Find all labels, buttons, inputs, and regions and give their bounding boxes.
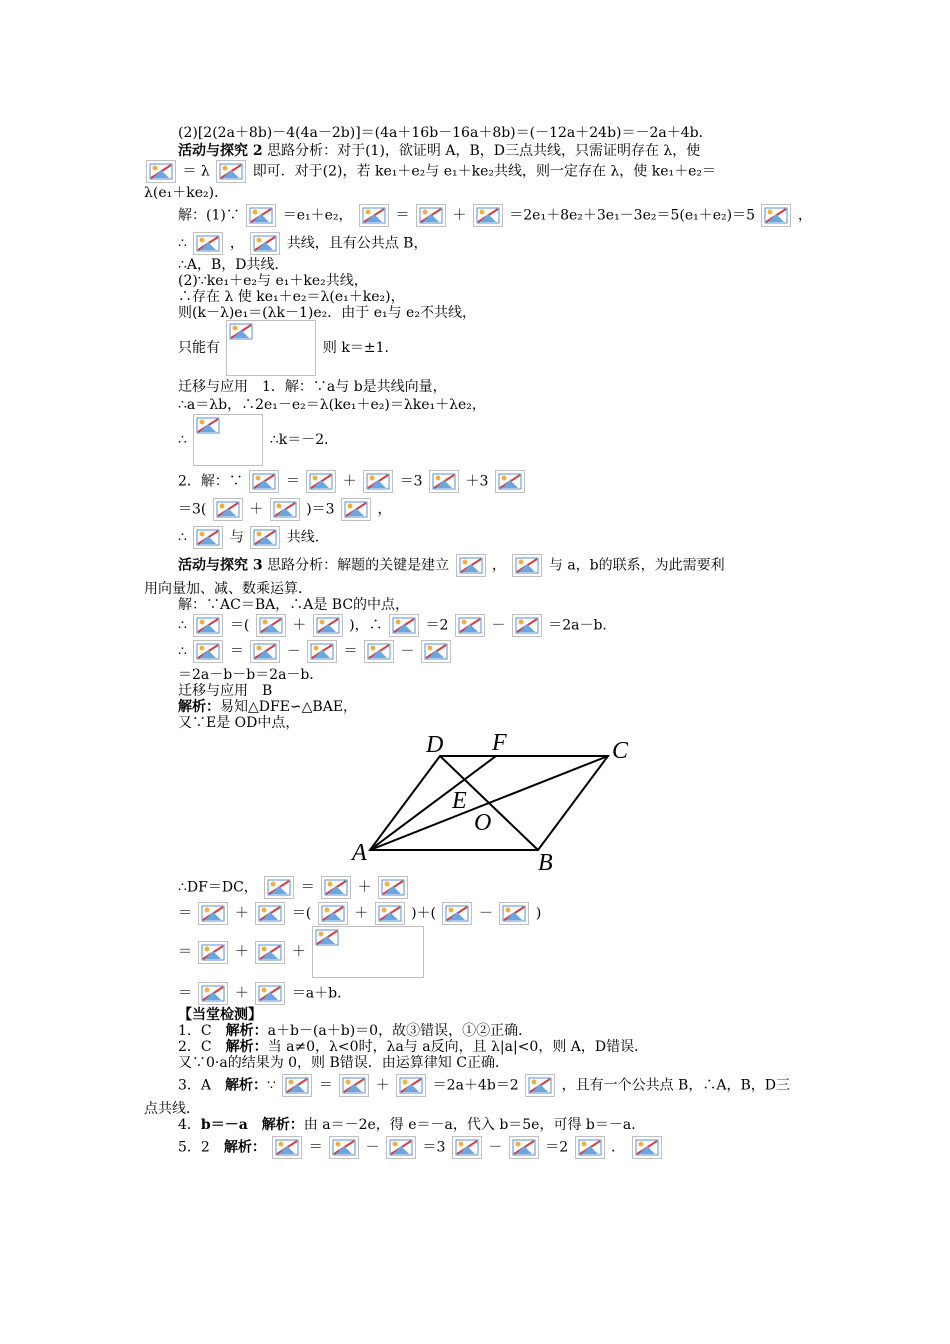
text: ＝ λ	[182, 163, 210, 180]
text: ∴A，B，D共线．	[178, 257, 289, 273]
broken-image-icon	[318, 902, 348, 925]
broken-image-icon	[341, 498, 371, 521]
text: ＝e₁＋e₂，	[282, 207, 353, 224]
analysis-label: 解析：	[225, 1023, 268, 1039]
broken-image-icon	[378, 876, 408, 899]
text: 当 a≠0，λ<0时，λa与 a反向，且 λ|a|<0，则 A，D错误．	[267, 1039, 649, 1055]
broken-image-icon	[452, 1136, 482, 1159]
analysis-label: 解析：	[225, 1039, 268, 1055]
broken-image-icon	[193, 640, 223, 663]
text-line	[144, 160, 716, 183]
text: ＋	[375, 1077, 390, 1094]
text-line	[178, 1136, 664, 1159]
label-f: F	[492, 730, 507, 756]
text: 解：(1)∵	[178, 207, 240, 224]
broken-image-icon	[473, 204, 503, 227]
text: ＋	[342, 473, 357, 490]
text: )＝3	[306, 501, 335, 518]
broken-image-icon	[282, 1074, 312, 1097]
label-d: D	[426, 732, 444, 758]
broken-image-icon	[509, 1136, 539, 1159]
text-line	[178, 232, 427, 255]
broken-image-icon	[512, 554, 542, 577]
text: ∴k＝－2．	[269, 432, 339, 448]
broken-image-icon	[339, 1074, 369, 1097]
broken-image-icon	[575, 1136, 605, 1159]
text-line	[178, 1116, 645, 1134]
text-line	[178, 526, 329, 549]
text: 思路分析：解题的关键是建立	[267, 557, 450, 574]
analysis-label: 解析：	[261, 1117, 304, 1133]
text: ＋	[234, 905, 249, 922]
text: ＋	[357, 879, 372, 896]
text: ＝2a－b．	[548, 617, 617, 634]
broken-image-icon	[761, 204, 791, 227]
broken-image-icon	[499, 902, 529, 925]
text-line	[178, 204, 812, 227]
text: ∴DF＝DC，	[178, 879, 258, 896]
text: ＝2	[425, 617, 449, 634]
text: 又∵E是 OD中点，	[178, 715, 300, 731]
label-e: E	[452, 788, 467, 814]
label-o: O	[474, 810, 492, 836]
text-line	[178, 640, 453, 663]
broken-image-icon	[307, 640, 337, 663]
text: 迁移与应用 1．解：∵a与 b是共线向量，	[178, 379, 447, 395]
text: 则 k＝±1．	[322, 340, 399, 356]
broken-image-icon	[146, 160, 176, 183]
broken-image-icon	[363, 470, 393, 493]
text: －	[491, 617, 506, 634]
analysis-label: 解析：	[178, 699, 220, 715]
broken-image-icon	[396, 1074, 426, 1097]
broken-image-icon	[312, 926, 424, 978]
broken-image-icon	[525, 1074, 555, 1097]
broken-image-icon	[249, 470, 279, 493]
broken-image-icon	[256, 614, 286, 637]
text: ＝	[178, 905, 192, 922]
text-line	[178, 982, 351, 1005]
text: 2．解：∵	[178, 473, 243, 490]
text-line	[178, 1054, 509, 1072]
text: 解：∵AC＝BA，∴A是 BC的中点，	[178, 597, 410, 613]
text: 4．	[178, 1117, 201, 1133]
text: ∴	[178, 643, 187, 660]
broken-image-icon	[255, 982, 285, 1005]
broken-image-icon	[193, 614, 223, 637]
text-line	[178, 498, 391, 521]
text: ∴存在 λ 使 ke₁＋e₂＝λ(e₁＋ke₂)，	[178, 289, 405, 305]
broken-image-icon	[198, 902, 228, 925]
text: ∴	[178, 617, 187, 634]
text: ∴	[178, 432, 187, 448]
answer: b＝－a	[200, 1117, 248, 1133]
text: 点共线．	[144, 1101, 200, 1117]
text: 易知△DFE∽△BAE，	[220, 699, 358, 715]
broken-image-icon	[389, 614, 419, 637]
broken-image-icon	[632, 1136, 662, 1159]
broken-image-icon	[429, 470, 459, 493]
text: ＝2a＋4b＝2	[432, 1077, 519, 1094]
broken-image-icon	[421, 640, 451, 663]
broken-image-icon	[306, 470, 336, 493]
broken-image-icon	[270, 498, 300, 521]
broken-image-icon	[442, 902, 472, 925]
parallelogram-figure	[340, 728, 640, 876]
text: ＝	[178, 985, 192, 1002]
text: 与	[229, 529, 244, 546]
text: (2)[2(2a＋8b)－4(4a－2b)]＝(4a＋16b－16a＋8b)＝(－12a＋24b)＝－2a＋4b．	[178, 125, 713, 141]
text-line	[178, 876, 410, 899]
text-line	[144, 184, 228, 202]
text-line	[178, 124, 713, 142]
text: ＋	[234, 944, 249, 960]
broken-image-icon	[364, 640, 394, 663]
text: 又∵0·a的结果为 0，则 B错误．由运算律知 C正确．	[178, 1055, 509, 1071]
text: ∴a＝λb，∴2e₁－e₂＝λ(ke₁＋e₂)＝λke₁＋λe₂，	[178, 397, 486, 413]
text: ＝(	[229, 617, 250, 634]
text: 1．C	[178, 1023, 226, 1039]
text: ＝(	[291, 905, 312, 922]
text: 3．A	[178, 1077, 226, 1094]
analysis-label: 解析：	[225, 1077, 268, 1094]
text-line	[178, 320, 398, 376]
label-b: B	[538, 850, 553, 876]
text-line	[178, 378, 447, 396]
text: ＝	[229, 643, 244, 660]
text	[248, 1117, 262, 1133]
text-line	[178, 1074, 790, 1097]
broken-image-icon	[456, 554, 486, 577]
text: ，且有一个公共点 B，∴A，B，D三	[561, 1077, 790, 1094]
text: )＋(	[411, 905, 437, 922]
text-line	[178, 714, 299, 732]
text: ＝2e₁＋8e₂＋3e₁－3e₂＝5(e₁＋e₂)＝5	[509, 207, 756, 224]
text: ＝	[343, 643, 358, 660]
broken-image-icon	[193, 414, 263, 466]
text: 共线．	[286, 529, 329, 546]
text: 则(k－λ)e₁＝(λk－1)e₂．由于 e₁与 e₂不共线，	[178, 305, 476, 321]
broken-image-icon	[198, 941, 228, 964]
text: 思路分析：对于(1)，欲证明 A，B，D三点共线，只需证明存在 λ，使	[267, 143, 701, 159]
text: －	[286, 643, 301, 660]
text: ．	[611, 1139, 626, 1156]
broken-image-icon	[193, 232, 223, 255]
text: ＝	[300, 879, 315, 896]
text-line	[178, 902, 541, 925]
text-line	[178, 614, 616, 637]
text: ＝	[285, 473, 300, 490]
text: ＝3(	[178, 501, 207, 518]
text: ＋	[291, 944, 306, 960]
broken-image-icon	[512, 614, 542, 637]
text: ∴	[178, 235, 187, 252]
text: )，∴	[349, 617, 383, 634]
text: ，	[491, 557, 506, 574]
text: ，	[377, 501, 392, 518]
text: (2)∵ke₁＋e₂与 e₁＋ke₂共线，	[178, 273, 368, 289]
text-line	[178, 554, 725, 577]
text: ＋3	[465, 473, 489, 490]
text: )	[535, 905, 542, 922]
text: ＋	[452, 207, 467, 224]
broken-image-icon	[495, 470, 525, 493]
text: ＋	[292, 617, 307, 634]
text: ＝	[308, 1139, 323, 1156]
broken-image-icon	[250, 232, 280, 255]
broken-image-icon	[416, 204, 446, 227]
text: 用向量加、减、数乘运算．	[144, 581, 312, 597]
text: ＋	[249, 501, 264, 518]
broken-image-icon	[255, 941, 285, 964]
text-line	[178, 596, 409, 614]
text: －	[365, 1139, 380, 1156]
text: －	[478, 905, 493, 922]
analysis-label: 解析：	[223, 1139, 266, 1156]
text: ，	[229, 235, 244, 252]
broken-image-icon	[313, 614, 343, 637]
text: ，	[797, 207, 812, 224]
text: 由 a＝－2e，得 e＝－a，代入 b＝5e，可得 b＝－a．	[303, 1117, 646, 1133]
broken-image-icon	[250, 526, 280, 549]
broken-image-icon	[264, 876, 294, 899]
broken-image-icon	[321, 876, 351, 899]
text: 只能有	[178, 340, 220, 356]
text: a＋b－(a＋b)＝0，故③错误，①②正确．	[267, 1023, 533, 1039]
broken-image-icon	[255, 902, 285, 925]
broken-image-icon	[455, 614, 485, 637]
broken-image-icon	[359, 204, 389, 227]
broken-image-icon	[250, 640, 280, 663]
text: ＝2	[545, 1139, 569, 1156]
text: ＝a＋b．	[291, 985, 352, 1002]
text: ＝	[395, 207, 410, 224]
text: －	[488, 1139, 503, 1156]
text: 2．C	[178, 1039, 226, 1055]
text: －	[400, 643, 415, 660]
text: ＋	[354, 905, 369, 922]
broken-image-icon	[198, 982, 228, 1005]
label-a: A	[352, 840, 367, 866]
broken-image-icon	[386, 1136, 416, 1159]
text: 与 a，b的联系，为此需要利	[548, 557, 725, 574]
text-line	[178, 926, 426, 978]
text-line	[178, 412, 338, 468]
text: ＝	[318, 1077, 333, 1094]
text: 5．2	[178, 1139, 224, 1156]
broken-image-icon	[272, 1136, 302, 1159]
broken-image-icon	[213, 498, 243, 521]
text: ＝3	[422, 1139, 446, 1156]
broken-image-icon	[216, 160, 246, 183]
broken-image-icon	[246, 204, 276, 227]
text-line	[178, 470, 527, 493]
broken-image-icon	[193, 526, 223, 549]
text: ∵	[267, 1077, 276, 1094]
label-c: C	[612, 738, 629, 764]
text: 共线，且有公共点 B，	[286, 235, 428, 252]
text: ∴	[178, 529, 187, 546]
broken-image-icon	[329, 1136, 359, 1159]
broken-image-icon	[226, 320, 316, 376]
text: ＋	[234, 985, 249, 1002]
text: ＝	[178, 944, 192, 960]
text: ＝2a－b－b＝2a－b．	[178, 667, 324, 683]
text: 即可．对于(2)，若 ke₁＋e₂与 e₁＋ke₂共线，则一定存在 λ，使 ke₁＋e₂＝	[252, 163, 717, 180]
text: 迁移与应用 B	[178, 683, 273, 699]
broken-image-icon	[375, 902, 405, 925]
text: λ(e₁＋ke₂)．	[144, 185, 229, 201]
text: ＝3	[399, 473, 423, 490]
section-heading: 【当堂检测】	[178, 1007, 262, 1023]
text-line	[178, 142, 700, 160]
section-heading: 活动与探究 2	[178, 143, 263, 159]
section-heading: 活动与探究 3	[178, 557, 263, 574]
